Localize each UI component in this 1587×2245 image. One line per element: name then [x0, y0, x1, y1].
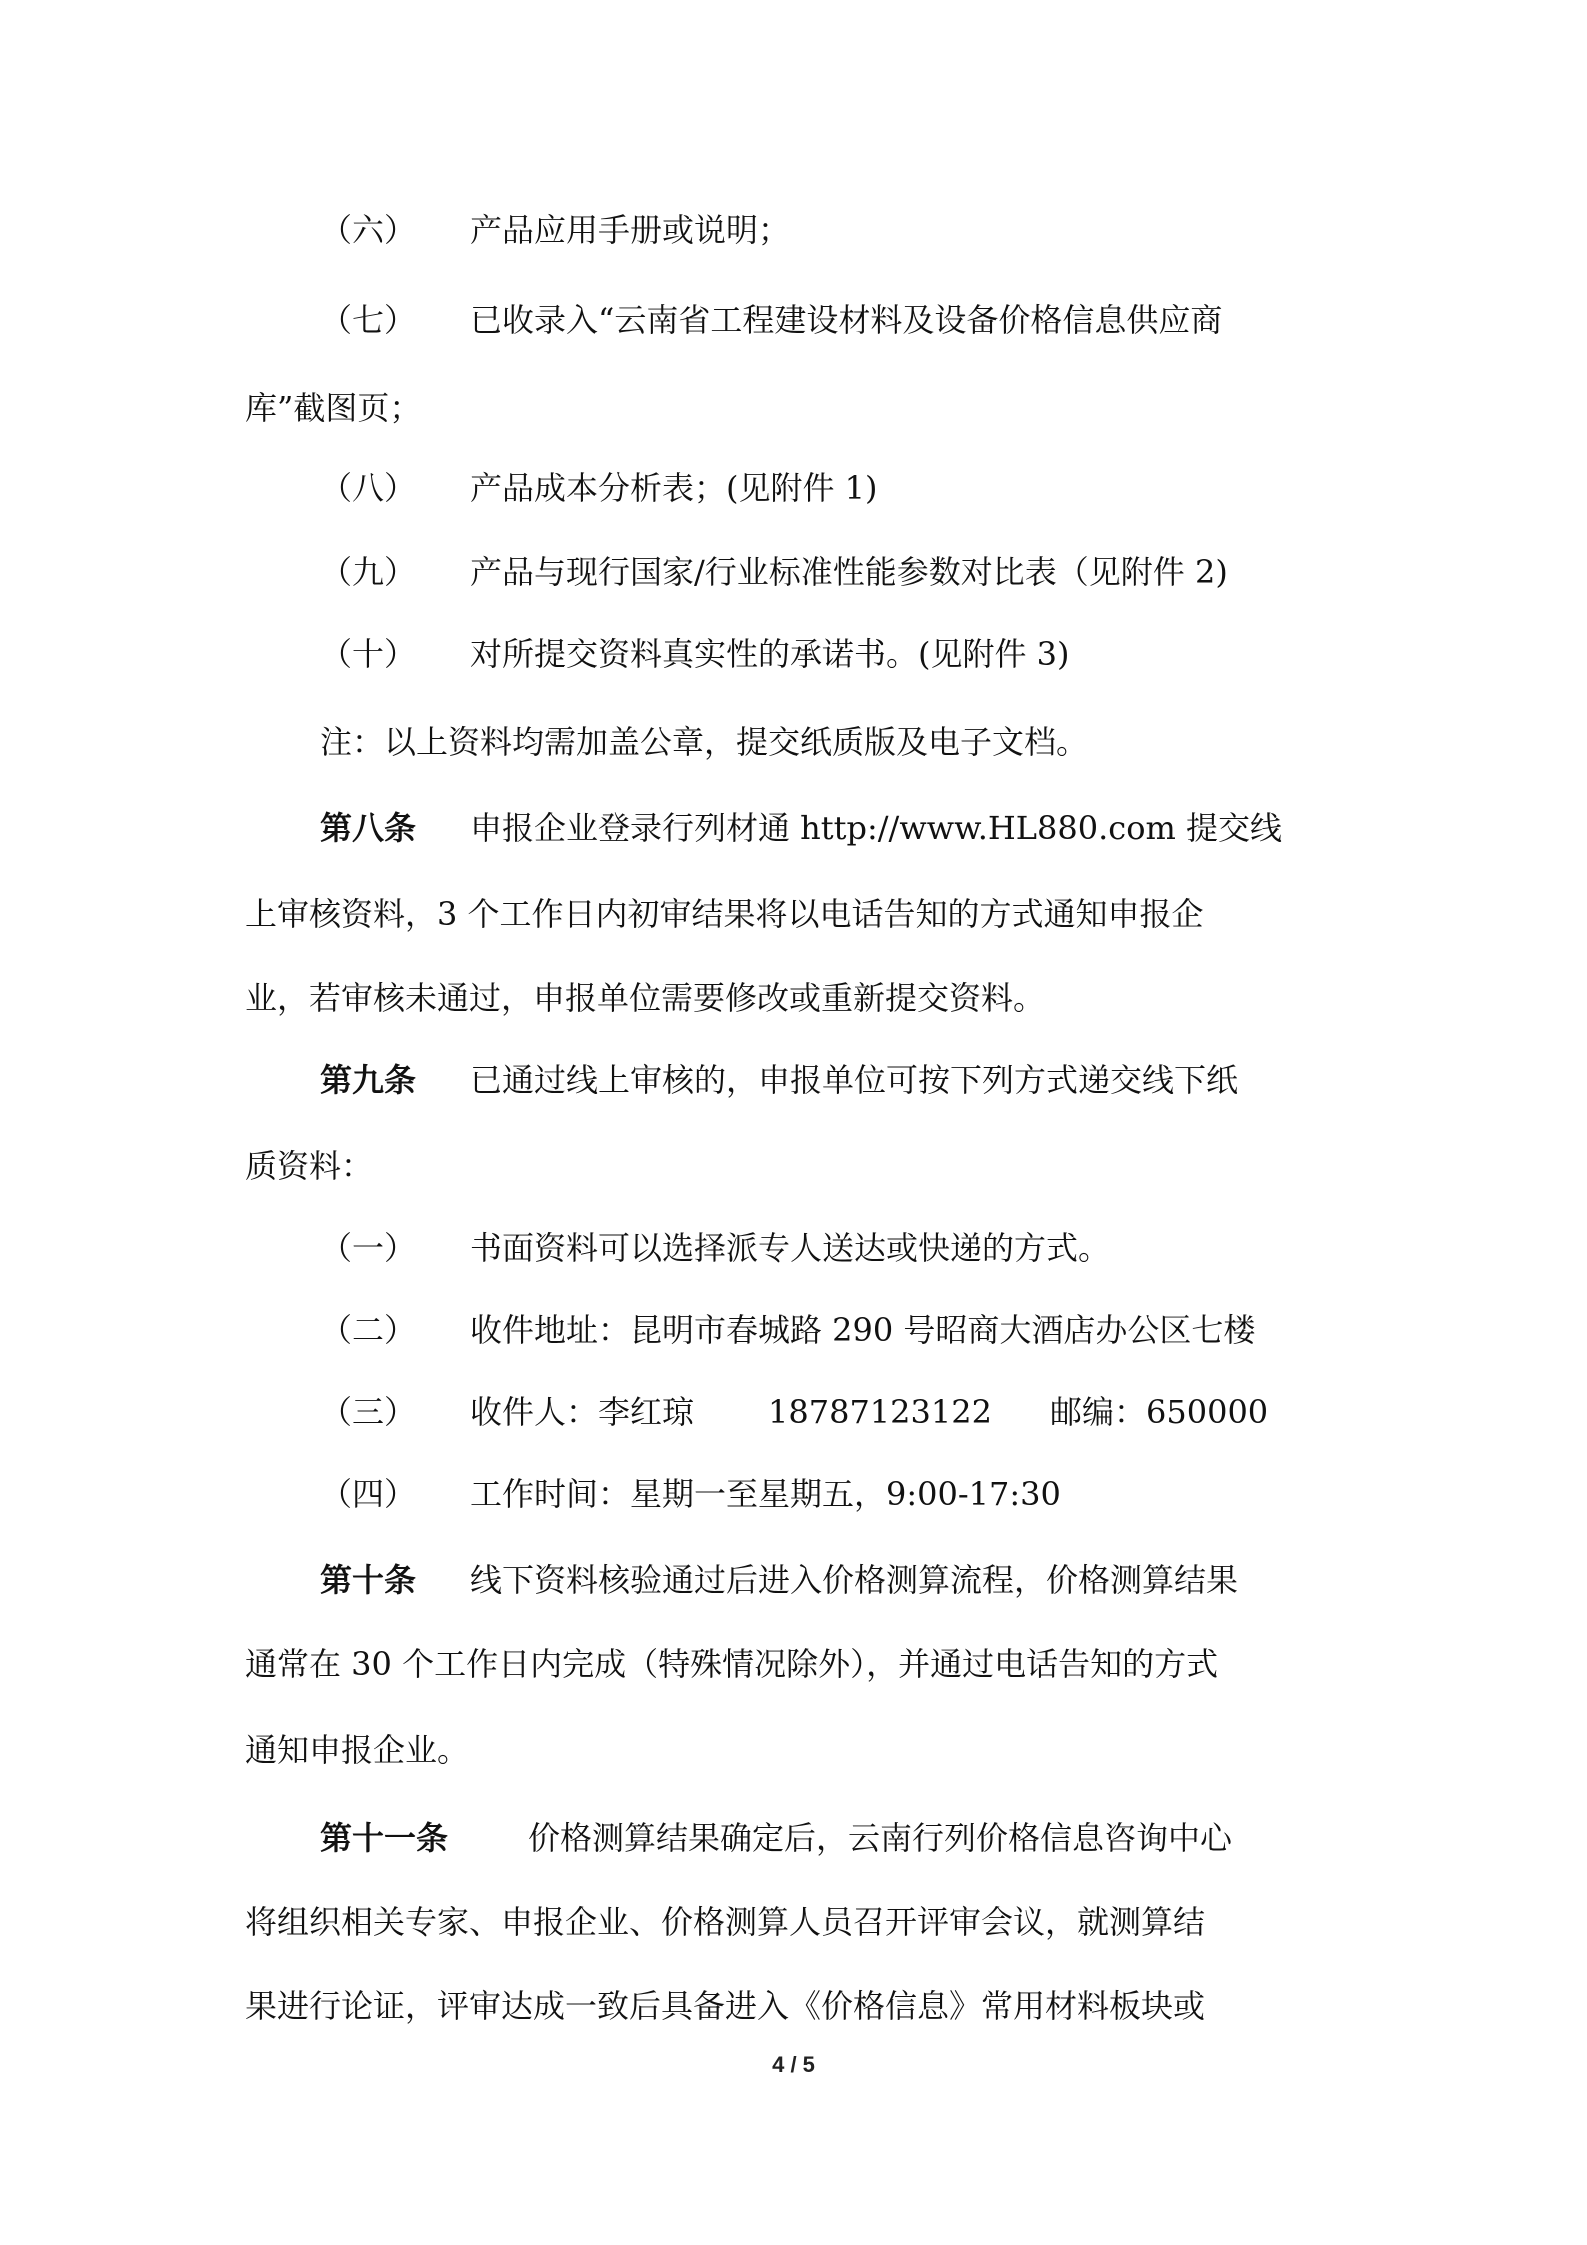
item-text: 对所提交资料真实性的承诺书。(见附件 3) — [470, 635, 1070, 673]
item-number: （八） — [320, 469, 417, 507]
article-text: 质资料： — [245, 1147, 374, 1185]
item-text: 已收录入“云南省工程建设材料及设备价格信息供应商 — [470, 301, 1223, 339]
article-text: 已通过线上审核的，申报单位可按下列方式递交线下纸 — [470, 1061, 1239, 1099]
postal-code: 邮编：650000 — [1050, 1393, 1269, 1431]
item-text: 书面资料可以选择派专人送达或快递的方式。 — [470, 1229, 1111, 1267]
article-text: 果进行论证，评审达成一致后具备进入《价格信息》常用材料板块或 — [245, 1987, 1206, 2025]
item-text: 产品与现行国家/行业标准性能参数对比表（见附件 2) — [470, 553, 1228, 591]
item-number: （十） — [320, 635, 417, 673]
item-text: 收件地址：昆明市春城路 290 号昭商大酒店办公区七楼 — [470, 1311, 1256, 1349]
item-number: （二） — [320, 1311, 417, 1349]
article-text: 将组织相关专家、申报企业、价格测算人员召开评审会议，就测算结 — [245, 1903, 1206, 1941]
article-text: 通知申报企业。 — [245, 1731, 470, 1769]
article-text: 申报企业登录行列材通 http://www.HL880.com 提交线 — [470, 809, 1282, 847]
phone-number: 18787123122 — [768, 1393, 992, 1431]
note-text: 注：以上资料均需加盖公章，提交纸质版及电子文档。 — [320, 723, 1089, 761]
item-number: （六） — [320, 211, 417, 249]
item-text: 工作时间：星期一至星期五，9:00-17:30 — [470, 1475, 1061, 1513]
article-text: 通常在 30 个工作日内完成（特殊情况除外），并通过电话告知的方式 — [245, 1645, 1219, 1683]
article-text: 上审核资料，3 个工作日内初审结果将以电话告知的方式通知申报企 — [245, 895, 1204, 933]
article-heading: 第九条 — [320, 1061, 417, 1099]
item-number: （三） — [320, 1393, 417, 1431]
item-text: 收件人：李红琼 — [470, 1393, 695, 1431]
item-text-continued: 库”截图页； — [245, 389, 422, 427]
item-text: 产品成本分析表；(见附件 1) — [470, 469, 878, 507]
item-number: （四） — [320, 1475, 417, 1513]
page-number: 4 / 5 — [772, 2052, 815, 2077]
article-text: 线下资料核验通过后进入价格测算流程，价格测算结果 — [470, 1561, 1239, 1599]
article-text: 价格测算结果确定后，云南行列价格信息咨询中心 — [528, 1819, 1233, 1857]
article-heading: 第八条 — [320, 809, 417, 847]
article-heading: 第十条 — [320, 1561, 417, 1599]
article-heading: 第十一条 — [320, 1819, 449, 1857]
item-number: （一） — [320, 1229, 417, 1267]
article-text: 业，若审核未通过，申报单位需要修改或重新提交资料。 — [245, 979, 1046, 1017]
item-text: 产品应用手册或说明； — [470, 211, 791, 249]
item-number: （七） — [320, 301, 417, 339]
item-number: （九） — [320, 553, 417, 591]
